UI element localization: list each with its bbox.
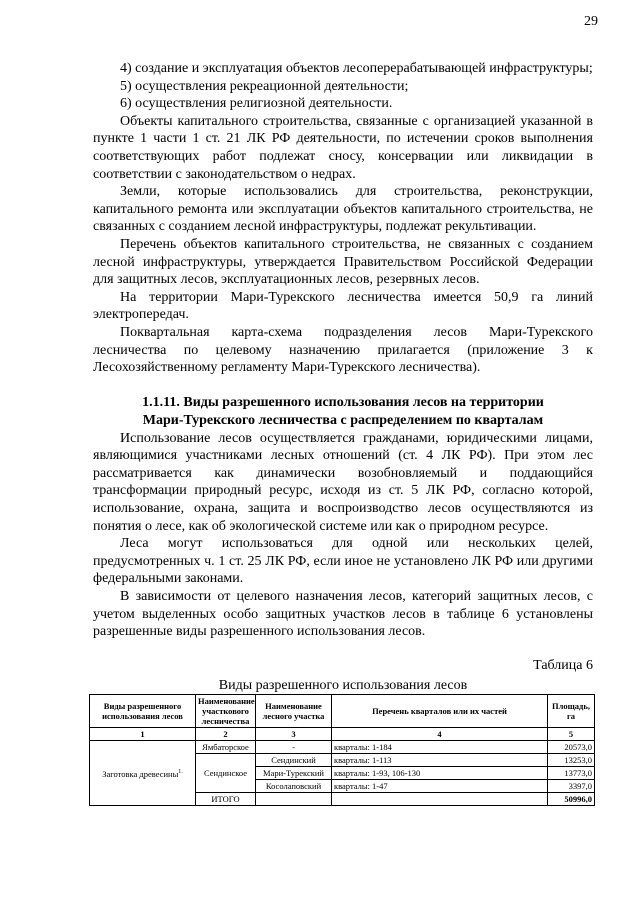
- section-heading-line2: Мари-Турекского лесничества с распределением по кварталам: [142, 412, 544, 428]
- table-title: Виды разрешенного использования лесов: [218, 678, 468, 694]
- table-row: [90, 741, 595, 754]
- plot-cell: Сендинский: [256, 754, 332, 767]
- use-type-text: Заготовка древесины: [102, 769, 179, 780]
- table-header-cell: Наименование лесного участка: [256, 695, 332, 728]
- table-header-row: [90, 695, 595, 728]
- footnote-marker: 1.: [178, 769, 183, 776]
- page-number: 29: [584, 14, 598, 29]
- table-header-cell: Площадь, га: [548, 695, 595, 728]
- district-cell: Сендинское: [196, 754, 256, 793]
- quarters-cell: кварталы: 1-47: [332, 780, 548, 793]
- total-label-cell: ИТОГО: [196, 793, 256, 806]
- paragraph: На территории Мари-Турекского лесничества имеется 50,9 га линий электропередач.: [93, 289, 593, 323]
- column-number: 4: [332, 728, 548, 741]
- quarters-cell: кварталы: 1-93, 106-130: [332, 767, 548, 780]
- paragraph: 5) осуществления рекреационной деятельности;: [120, 78, 409, 94]
- table-label: Таблица 6: [533, 657, 593, 673]
- paragraph: 4) создание и эксплуатация объектов лесоперерабатывающей инфраструктуры;: [120, 61, 593, 76]
- area-cell: 20573,0: [548, 741, 595, 754]
- paragraph: Использование лесов осуществляется гражданами, юридическими лицами, являющимися участниками лесных отношений (ст. 4 ЛК РФ). При этом лес рассматривается как динамически возобновляемый и поддающийся трансформации природный ресурс, исходя из ст. 5 ЛК РФ, согласно которой, использование, охрана, защита и воспроизводство лесов осуществляются из понятия о лесе, как об экологической системе или как о природном ресурсе.: [93, 430, 593, 534]
- area-cell: 3397,0: [548, 780, 595, 793]
- plot-cell: Мари-Турекский: [256, 767, 332, 780]
- paragraph: Леса могут использоваться для одной или нескольких целей, предусмотренных ч. 1 ст. 25 ЛК РФ, если иное не установлено ЛК РФ или другими федеральными законами.: [93, 536, 593, 587]
- column-number: 1: [90, 728, 196, 741]
- table-column-numbers-row: [90, 728, 595, 741]
- table-header-cell: Виды разрешенного использования лесов: [90, 695, 196, 728]
- area-cell: 13253,0: [548, 754, 595, 767]
- paragraph: Перечень объектов капитального строительства, не связанных с созданием лесной инфраструктуры, утверждается Правительством Российской Федерации для защитных лесов, эксплуатационных лесов, резервных лесов.: [93, 236, 593, 288]
- quarters-cell: кварталы: 1-184: [332, 741, 548, 754]
- paragraph: В зависимости от целевого назначения лесов, категорий защитных лесов, с учетом выделенных особо защитных участков лесов в таблице 6 установлены разрешенные виды разрешенного использования лесов.: [93, 589, 593, 640]
- section-heading: [93, 394, 593, 430]
- paragraph: Земли, которые использовались для строительства, реконструкции, капитального ремонта или эксплуатации объектов капитального строительства, не связанных с созданием лесной инфраструктуры, подлежат рекультивации.: [93, 184, 593, 235]
- plot-cell: Косолаповский: [256, 780, 332, 793]
- paragraph: Объекты капитального строительства, связанные с организацией указанной в пункте 1 части 1 ст. 21 ЛК РФ деятельности, по истечении сроков выполнения соответствующих работ подлежат сносу, консервации или ликвидации в соответствии с законодательством о недрах.: [93, 113, 593, 182]
- document-body: [93, 60, 593, 806]
- district-cell: Ямбаторское: [196, 741, 256, 754]
- empty-cell: [332, 793, 548, 806]
- paragraph: Поквартальная карта-схема подразделения лесов Мари-Турекского лесничества по целевому назначению прилагается (приложение 3 к Лесохозяйственному регламенту Мари-Турекского лесничества).: [93, 324, 593, 376]
- column-number: 2: [196, 728, 256, 741]
- uses-table: [89, 694, 595, 806]
- paragraph: 6) осуществления религиозной деятельности.: [120, 96, 393, 112]
- table-header-cell: Перечень кварталов или их частей: [332, 695, 548, 728]
- plot-cell: -: [256, 741, 332, 754]
- empty-cell: [256, 793, 332, 806]
- quarters-cell: кварталы: 1-113: [332, 754, 548, 767]
- column-number: 5: [548, 728, 595, 741]
- section-heading-line1: 1.1.11. Виды разрешенного использования лесов на территории: [142, 394, 544, 410]
- area-cell: 13773,0: [548, 767, 595, 780]
- table-header-cell: Наименование участкового лесничества: [196, 695, 256, 728]
- column-number: 3: [256, 728, 332, 741]
- total-area-cell: 50996,0: [548, 793, 595, 806]
- use-type-cell: [90, 741, 196, 806]
